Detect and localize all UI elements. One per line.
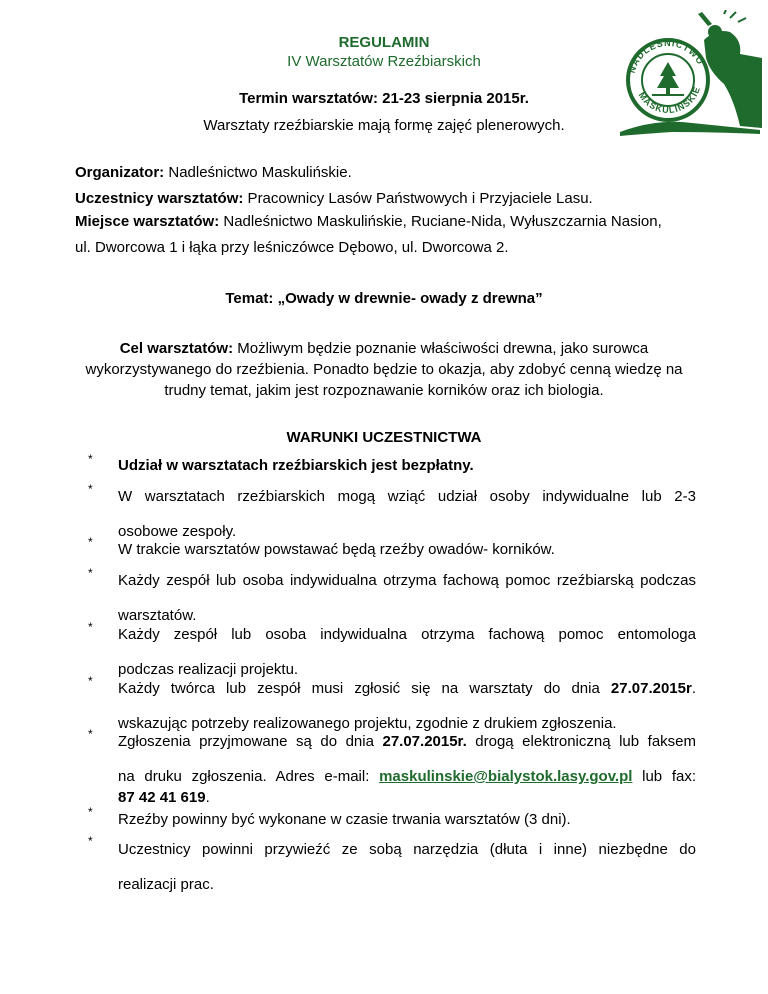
condition-item: W trakcie warsztatów powstawać będą rzeźby owadów- korników. (118, 541, 555, 558)
condition-item: Zgłoszenia przyjmowane są do dnia 27.07.2015r. drogą elektroniczną lub faksem na druku zgłoszenia. Adres e-mail: maskulinskie@bialystok.lasy.gov.pl lub fax: 87 42 41 619. (118, 733, 697, 806)
deadline-date: 27.07.2015r. (382, 733, 467, 750)
bullet-marker: * (88, 620, 93, 634)
condition-item: Każdy zespół lub osoba indywidualna otrzyma fachową pomoc rzeźbiarską podczas warsztatów. (118, 572, 696, 624)
fax-number: 87 42 41 619 (118, 789, 206, 806)
condition-item: Udział w warsztatach rzeźbiarskich jest bezpłatny. (118, 457, 474, 474)
organizer-line (75, 163, 695, 183)
document-subtitle: IV Warsztatów Rzeźbiarskich (287, 53, 481, 70)
bullet-marker: * (88, 452, 93, 466)
condition-item: Każdy twórca lub zespół musi zgłosić się na warsztaty do dnia 27.07.2015r. wskazując potrzeby realizowanego projektu, zgodnie z drukiem zgłoszenia. (118, 680, 696, 732)
participants-line (75, 189, 695, 209)
goal-label: Cel warsztatów: (119, 340, 234, 357)
place-label: Miejsce warsztatów: (75, 213, 220, 230)
condition-item: Rzeźby powinny być wykonane w czasie trwania warsztatów (3 dni). (118, 811, 571, 828)
workshop-form: Warsztaty rzeźbiarskie mają formę zajęć plenerowych. (203, 117, 565, 134)
bullet-marker: * (88, 566, 93, 580)
logo-ring-top-text: NADLEŚNICTWO (626, 37, 706, 75)
goal-line-3: trudny temat, jakim jest rozpoznawanie korników oraz ich biologia. (164, 382, 604, 399)
goal-line-1: Cel warsztatów: Możliwym będzie poznanie właściwości drewna, jako surowca (119, 340, 649, 357)
place-value: Nadleśnictwo Maskulińskie, Ruciane-Nida, Wyłuszczarnia Nasion, (219, 213, 662, 230)
goal-line-2: wykorzystywanego do rzeźbienia. Ponadto będzie to okazja, aby zdobyć cenną wiedzę na (85, 361, 683, 378)
email-link[interactable]: maskulinskie@bialystok.lasy.gov.pl (379, 768, 633, 785)
condition-item: W warsztatach rzeźbiarskich mogą wziąć udział osoby indywidualne lub 2-3 osobowe zespoły. (118, 488, 696, 540)
theme: Temat: „Owady w drewnie- owady z drewna” (225, 290, 543, 307)
workshop-term: Termin warsztatów: 21-23 sierpnia 2015r. (239, 90, 529, 107)
participants-value: Pracownicy Lasów Państwowych i Przyjaciele Lasu. (243, 190, 593, 207)
logo-ring-bottom-text: MASKULIŃSKIE (636, 84, 703, 116)
goal-paragraph (0, 338, 768, 401)
organizer-label: Organizator: (75, 164, 165, 181)
place-line-2: ul. Dworcowa 1 i łąka przy leśniczówce Dębowo, ul. Dworcowa 2. (75, 239, 509, 256)
condition-item: Każdy zespół lub osoba indywidualna otrzyma fachową pomoc entomologa podczas realizacji projektu. (118, 626, 696, 678)
bullet-marker: * (88, 482, 93, 496)
organizer-value: Nadleśnictwo Maskulińskie. (164, 164, 352, 181)
document-title: REGULAMIN (338, 34, 430, 51)
bullet-marker: * (88, 727, 93, 741)
participants-label: Uczestnicy warsztatów: (75, 190, 244, 207)
bullet-marker: * (88, 834, 93, 848)
condition-item: Uczestnicy powinni przywieźć ze sobą narzędzia (dłuta i inne) niezbędne do realizacji prac. (118, 841, 696, 893)
bullet-marker: * (88, 535, 93, 549)
bullet-marker: * (88, 805, 93, 819)
deadline-date: 27.07.2015r (610, 680, 692, 697)
bullet-marker: * (88, 674, 93, 688)
conditions-heading: WARUNKI UCZESTNICTWA (286, 429, 482, 446)
place-line (75, 212, 715, 232)
